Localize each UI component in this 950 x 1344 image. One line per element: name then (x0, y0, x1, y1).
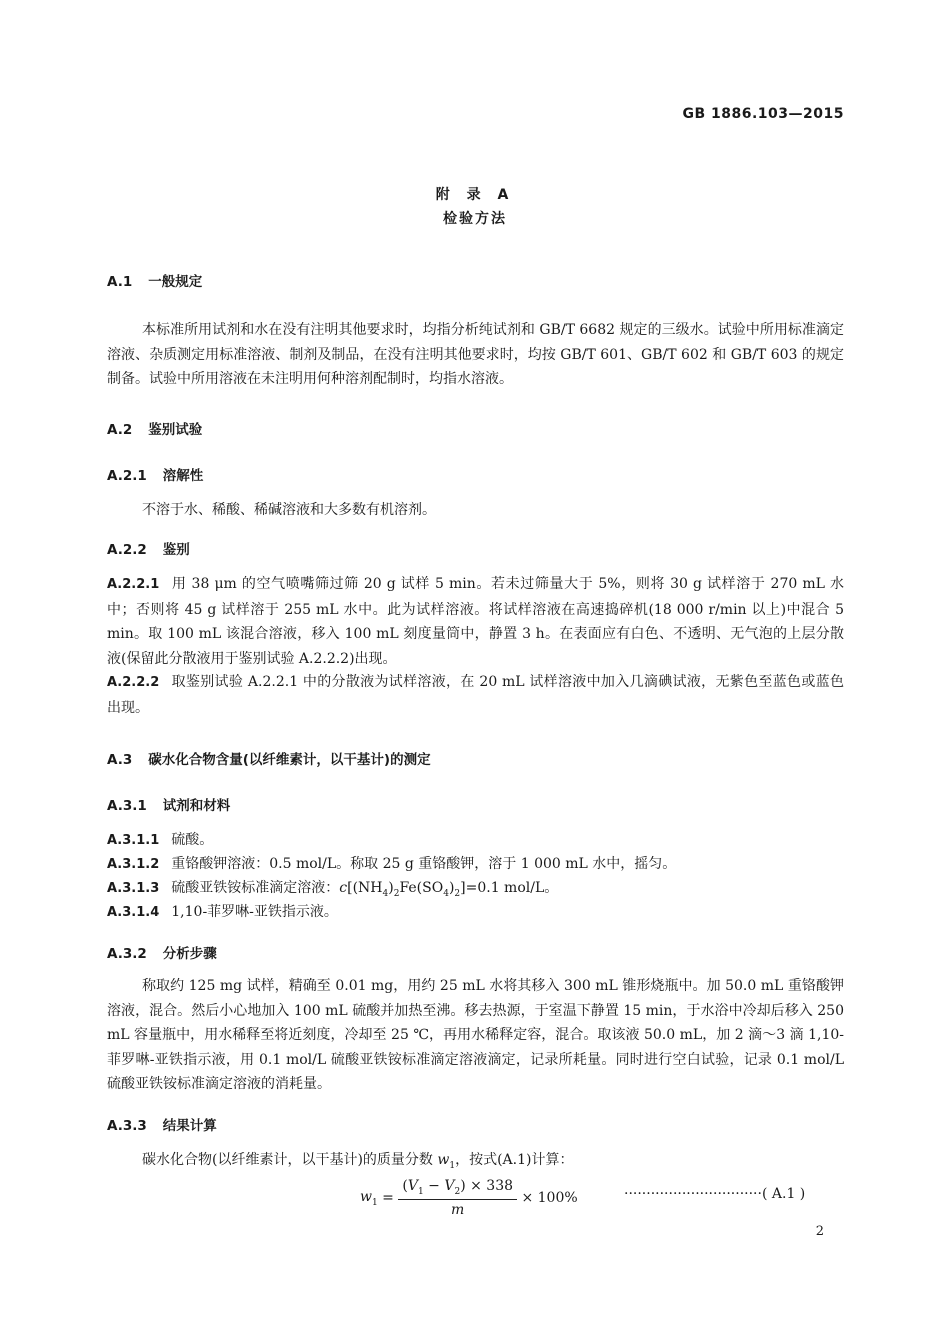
heading-number: A.3.1 (107, 798, 147, 814)
clause-number: A.2.2.1 (107, 577, 160, 592)
text-suffix: ，按式(A.1)计算： (455, 1152, 574, 1168)
formula-part: ]=0.1 mol/L。 (460, 880, 559, 896)
denominator: m (451, 1201, 465, 1218)
paragraph-a32: 称取约 125 mg 试样，精确至 0.01 mg，用约 25 mL 水将其移入 300 mL 锥形烧瓶中。加 50.0 mL 重铬酸钾溶液，混合。然后小心地加入 100 mL 硫酸并加热至沸。移去热源，于室温下静置 15 min，于水浴中冷却后移入 250 mL 容量瓶中，用水稀释至将近刻度，冷却至 25 ℃，再用水稀释定容，混合。取该液 50.0 mL，加 2 滴～3 滴 1,10-菲罗啉-亚铁指示液，用 0.1 mol/L 硫酸亚铁铵标准滴定溶液滴定，记录所耗量。同时进行空白试验，记录 0.1 mol/L 硫酸亚铁铵标准滴定溶液的消耗量。 (107, 978, 844, 1092)
heading-number: A.3.3 (107, 1118, 147, 1134)
standard-number: GB 1886.103—2015 (682, 106, 844, 122)
heading-title: 碳水化合物含量(以纤维素计，以干基计)的测定 (148, 752, 431, 768)
heading-title: 溶解性 (162, 468, 204, 484)
clause-number: A.3.1.4 (107, 905, 160, 920)
clause-text: 取鉴别试验 A.2.2.1 中的分散液为试样溶液，在 20 mL 试样溶液中加入几滴碘试液，无紫色至蓝色或蓝色出现。 (107, 674, 844, 716)
paragraph-a21: 不溶于水、稀酸、稀碱溶液和大多数有机溶剂。 (142, 502, 436, 518)
heading-a32 (107, 942, 217, 962)
formula-a1 (360, 1178, 578, 1218)
heading-title: 结果计算 (162, 1118, 217, 1134)
text-prefix: 碳水化合物(以纤维素计，以干基计)的质量分数 (142, 1152, 438, 1168)
formula-part: Fe(SO (399, 880, 444, 896)
heading-number: A.1 (107, 274, 133, 290)
heading-number: A.2.1 (107, 468, 147, 484)
clause-text-prefix: 硫酸亚铁铵标准滴定溶液： (171, 880, 340, 896)
paragraph-a33 (107, 1148, 844, 1178)
clause-number: A.3.1.3 (107, 881, 160, 896)
heading-title: 鉴别试验 (148, 422, 203, 438)
formula-part: ) (448, 880, 455, 896)
appendix-subtitle: 检验方法 (443, 211, 507, 227)
formula-part: ) (388, 880, 394, 896)
clause-text: 硫酸。 (171, 832, 214, 848)
heading-a21 (107, 464, 203, 484)
clause-a221 (107, 572, 844, 671)
minus-sign: − (423, 1178, 445, 1194)
symbol-w: w (360, 1188, 372, 1205)
subscript: 1 (449, 1160, 456, 1171)
mass-fraction-symbol: w (437, 1152, 450, 1168)
symbol-v1: V (407, 1178, 418, 1194)
clause-number: A.3.1.1 (107, 833, 160, 848)
numerator (398, 1178, 517, 1200)
heading-a22 (107, 538, 190, 558)
appendix-title: 附 录 A (435, 187, 515, 203)
formula-tail: × 100% (521, 1189, 578, 1206)
heading-a1 (107, 270, 202, 290)
subscript: 2 (454, 1186, 461, 1197)
formula-label: ( A.1 ) (761, 1186, 806, 1202)
clause-text: 1,10-菲罗啉-亚铁指示液。 (171, 904, 338, 920)
subscript: 4 (382, 888, 389, 899)
heading-title: 一般规定 (148, 274, 203, 290)
clause-a314 (107, 900, 844, 926)
formula-part: [(NH (347, 880, 383, 896)
clause-a312 (107, 852, 844, 878)
paragraph-a1: 本标准所用试剂和水在没有注明其他要求时，均指分析纯试剂和 GB/T 6682 规定的三级水。试验中所用标准滴定溶液、杂质测定用标准溶液、制剂及制品，在没有注明其他要求时，均按 GB/T 601、GB/T 602 和 GB/T 603 的规定制备。试验中所用溶液在未注明用何种溶剂配制时，均指水溶液。 (107, 322, 844, 387)
leader-dots: ······························· (624, 1186, 762, 1202)
symbol-v2: V (444, 1178, 455, 1194)
paren-close-times: ) × 338 (460, 1178, 514, 1194)
heading-number: A.2.2 (107, 542, 147, 558)
heading-a31 (107, 794, 230, 814)
clause-a311 (107, 828, 844, 854)
clause-text (171, 880, 559, 899)
paren-open: ( (402, 1178, 408, 1194)
heading-title: 分析步骤 (162, 946, 217, 962)
heading-a33 (107, 1114, 217, 1134)
heading-title: 鉴别 (162, 542, 190, 558)
clause-a222 (107, 670, 844, 720)
heading-number: A.3.2 (107, 946, 147, 962)
subscript: 4 (443, 888, 449, 899)
fraction (398, 1178, 517, 1218)
subscript: 2 (393, 888, 400, 899)
subscript: 2 (454, 888, 461, 899)
formula-leader (624, 1186, 805, 1202)
heading-a3 (107, 748, 431, 768)
heading-number: A.2 (107, 422, 133, 438)
clause-number: A.3.1.2 (107, 857, 160, 872)
formula-lhs (360, 1189, 378, 1208)
clause-number: A.2.2.2 (107, 675, 160, 690)
subscript: 1 (417, 1186, 424, 1197)
heading-number: A.3 (107, 752, 133, 768)
heading-title: 试剂和材料 (162, 798, 231, 814)
equals-sign: = (382, 1189, 394, 1206)
clause-text: 重铬酸钾溶液：0.5 mol/L。称取 25 g 重铬酸钾，溶于 1 000 mL 水中，摇匀。 (171, 856, 677, 872)
subscript: 1 (371, 1197, 378, 1208)
page-number: 2 (815, 1224, 824, 1239)
concentration-symbol: c (339, 880, 348, 896)
heading-a2 (107, 418, 202, 438)
clause-text: 用 38 μm 的空气喷嘴筛过筛 20 g 试样 5 min。若未过筛量大于 5%，则将 30 g 试样溶于 270 mL 水中；否则将 45 g 试样溶于 255 mL 水中。此为试样溶液。将试样溶液在高速捣碎机(18 000 r/min 以上)中混合 5 min。取 100 mL 该混合溶液，移入 100 mL 刻度量筒中，静置 3 h。在表面应有白色、不透明、无气泡的上层分散液(保留此分散液用于鉴别试验 A.2.2.2)出现。 (107, 576, 844, 667)
